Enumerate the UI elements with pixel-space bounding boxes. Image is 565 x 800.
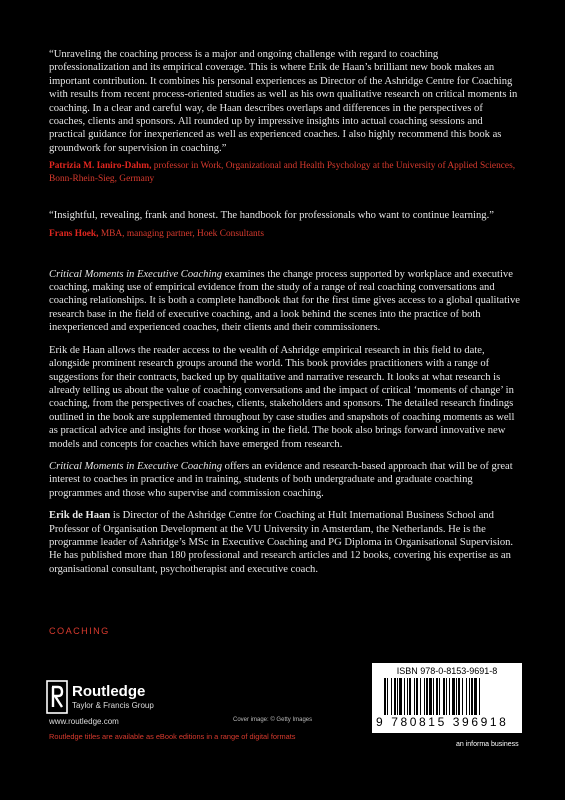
barcode-bar [387,678,388,718]
barcode-bar [391,678,392,718]
barcode-bar [446,678,447,718]
barcode-bar [449,678,450,718]
barcode-bar [409,678,411,718]
barcode-bar [414,678,415,718]
review-quote-text: “Insightful, revealing, frank and honest. The handbook for professionals who want to continue learning.” [49,210,494,222]
isbn-label: ISBN 978-0-8153-9691-8 [396,666,498,676]
description-paragraph-3 [49,460,521,500]
barcode-bar [384,678,386,718]
publisher-name: Routledge [72,683,146,700]
barcode-digits: 9 780815 396918 [374,715,522,729]
review-quote-2 [49,209,521,240]
back-cover-content [49,48,521,585]
barcode-bar [471,678,473,718]
barcode-bar [433,678,434,718]
review-quote-text: “Unraveling the coaching process is a major and ongoing challenge with regard to coaching professionalization and its empirical coverage. This is where Erik de Haan’s brilliant new book makes an important contribution. It combines his personal experiences as Director of the Ashridge Centre for Coaching with results from recent process-oriented studies as well as his own qualitative research on critical moments in coaching. In a clear and careful way, de Haan describes overlaps and differences in the perspectives of coaches, clients and sponsors. All rounded up by impressive insights into actual coaching sessions and practical guidance for inexperienced as well as experienced coaches. I also highly recommend this book as groundwork for supervision in coaching.” [49,49,518,154]
book-description [49,268,521,577]
barcode-bars [384,678,516,718]
barcode-bar [462,678,463,718]
cover-image-credit: Cover image: © Getty Images [233,717,313,723]
publisher-website: www.routledge.com [49,717,119,726]
barcode-bar [466,678,467,718]
barcode-bar [429,678,432,718]
review-role: professor in Work, Organizational and Health Psychology at the University of Applied Sciences, Bonn-Rhein-Sieg, Germany [49,161,516,185]
informa-tagline: an informa business [456,741,519,748]
description-paragraph-1 [49,268,521,335]
review-role: MBA, managing partner, Hoek Consultants [98,228,264,239]
book-title-italic: Critical Moments in Executive Coaching [49,460,222,472]
author-bio [49,509,521,576]
author-bio-text: is Director of the Ashridge Centre for Coaching at Hult International Business School and Professor of Organisation Development at the VU University in Amsterdam, the Netherlands. He is the programme leader of Ashridge’s MSc in Executive Coaching and PG Diploma in Organisational Supervision. He has published more than 180 professional and research articles and 12 books, covering his expertise as an organisational consultant, psychotherapist and executive coach. [49,510,514,575]
barcode-bar [394,678,396,718]
barcode-bar [452,678,455,718]
barcode-bar [397,678,398,718]
barcode-bar [439,678,440,718]
review-attribution [49,160,521,186]
barcode-bar [443,678,445,718]
barcode-bar [424,678,425,718]
category-label: COACHING [49,626,110,636]
barcode-bar [469,678,470,718]
barcode-bar [426,678,428,718]
barcode-bar [420,678,421,718]
publisher-group: Taylor & Francis Group [72,701,154,710]
barcode-bar [436,678,438,718]
barcode-bar [458,678,460,718]
barcode-bar [404,678,405,718]
routledge-logo-icon [46,680,68,714]
description-text: offers an evidence and research-based approach that will be of great interest to coaches in practice and in training, students of both undergraduate and graduate coaching programmes and those who supervise and commission coaching. [49,460,513,499]
author-name: Erik de Haan [49,510,111,522]
description-text: examines the change process supported by workplace and executive coaching, making use of empirical evidence from the study of a range of real coaching conversations and coaching relationships. It is both a complete handbook that for the first time gives access to a global qualitative research base in the field of executive coaching, and a look behind the scenes into the practice of both inexperienced and experienced coaches, their clients and their commissioners. [49,268,520,334]
barcode-bar [479,678,480,718]
barcode-bar [416,678,418,718]
book-title-italic: Critical Moments in Executive Coaching [49,268,222,280]
description-paragraph-2: Erik de Haan allows the reader access to the wealth of Ashridge empirical research in this field to date, alongside prominent research groups around the world. This book provides practitioners with a range of suggestions for their contracts, backed up by qualitative and narrative research. It looks at what research is already telling us about the value of coaching conversations and the impact of critical ‘moments of change’ in coaching, from the perspectives of coaches, clients, stakeholders and sponsors. The detailed research findings outlined in the book are supplemented throughout by case studies and snapshots of coaching moments as well as practical advice and insights for those working in the field. The book also brings forward innovative new models and concepts for coaches which have emerged from research. [49,344,515,450]
review-author: Patrizia M. Ianiro-Dahm, [49,161,152,172]
barcode-bar [474,678,477,718]
barcode-bar [407,678,408,718]
ebook-note: Routledge titles are available as eBook editions in a range of digital formats [49,732,296,741]
review-author: Frans Hoek, [49,228,99,239]
review-attribution [49,228,521,241]
barcode-bar [456,678,457,718]
review-quote-1 [49,48,521,186]
barcode-bar [399,678,402,718]
isbn-barcode [372,663,522,733]
